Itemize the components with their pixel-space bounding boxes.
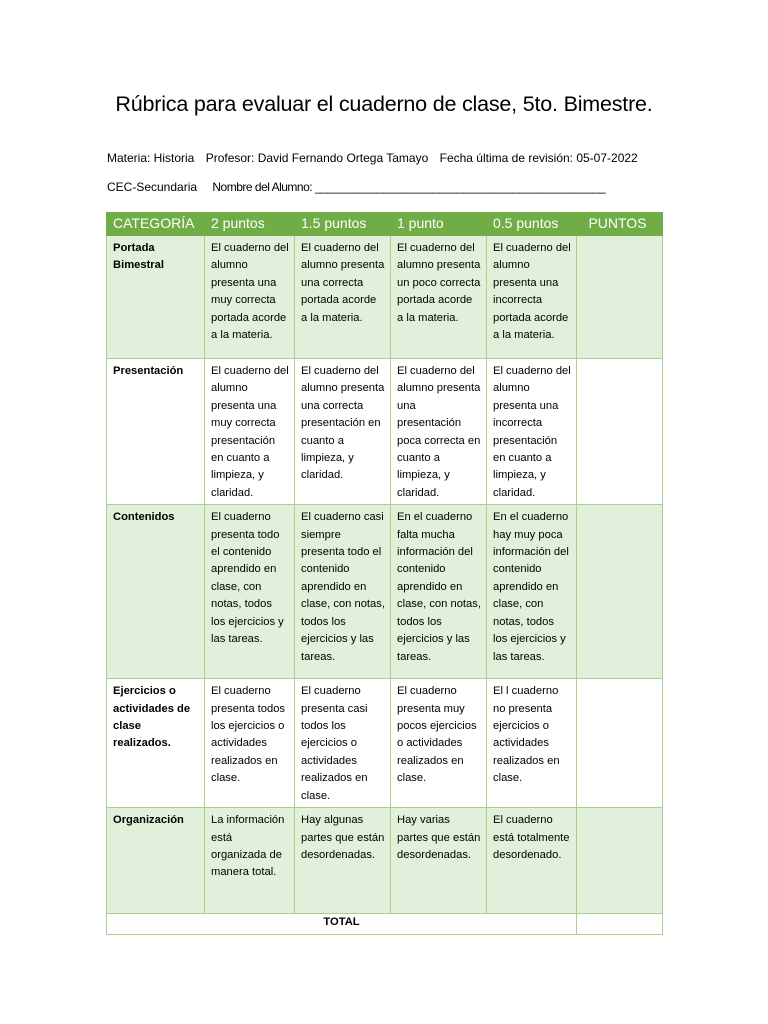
criteria-cell: El cuaderno del alumno presenta un poco correcta portada acorde a la materia. [391, 236, 487, 359]
criteria-cell: El cuaderno del alumno presenta una muy correcta presentación en cuanto a limpieza, y claridad. [205, 359, 295, 505]
total-points-cell[interactable] [577, 914, 663, 935]
criteria-cell: El cuaderno del alumno presenta una muy correcta portada acorde a la materia. [205, 236, 295, 359]
category-cell: Ejercicios o actividades de clase realizados. [107, 679, 205, 808]
criteria-cell: El cuaderno del alumno presenta una correcta portada acorde a la materia. [295, 236, 391, 359]
table-row [107, 505, 663, 679]
points-cell[interactable] [577, 808, 663, 914]
criteria-cell: Hay varias partes que están desordenadas. [391, 808, 487, 914]
criteria-cell: El cuaderno está totalmente desordenado. [487, 808, 577, 914]
total-row [107, 914, 663, 935]
document-title: Rúbrica para evaluar el cuaderno de clase, 5to. Bimestre. [115, 92, 653, 116]
points-cell[interactable] [577, 236, 663, 359]
header-points: PUNTOS [577, 213, 663, 236]
header-2-points: 2 puntos [205, 213, 295, 236]
table-row [107, 236, 663, 359]
header-0-5-points: 0.5 puntos [487, 213, 577, 236]
category-cell: Portada Bimestral [107, 236, 205, 359]
rubric-header-row [107, 213, 663, 236]
header-category: CATEGORÍA [107, 213, 205, 236]
points-cell[interactable] [577, 505, 663, 679]
criteria-cell: En el cuaderno hay muy poca información del contenido aprendido en clase, con notas, todos los ejercicios y las tareas. [487, 505, 577, 679]
info-line-1 [107, 151, 646, 165]
school-label: CEC-Secundaria [107, 180, 198, 194]
criteria-cell: El cuaderno casi siempre presenta todo el contenido aprendido en clase, con notas, todos los ejercicios y las tareas. [295, 505, 391, 679]
criteria-cell: El cuaderno del alumno presenta una incorrecta presentación en cuanto a limpieza, y claridad. [487, 359, 577, 505]
teacher-label: Profesor: David Fernando Ortega Tamayo [205, 151, 429, 165]
header-1-point: 1 punto [391, 213, 487, 236]
points-cell[interactable] [577, 679, 663, 808]
header-1-5-points: 1.5 puntos [295, 213, 391, 236]
criteria-cell: La información está organizada de manera total. [205, 808, 295, 914]
criteria-cell: El cuaderno del alumno presenta una incorrecta portada acorde a la materia. [487, 236, 577, 359]
subject-label: Materia: Historia [107, 151, 195, 165]
category-cell: Presentación [107, 359, 205, 505]
criteria-cell: Hay algunas partes que están desordenadas. [295, 808, 391, 914]
criteria-cell: El cuaderno del alumno presenta una presentación poca correcta en cuanto a limpieza, y claridad. [391, 359, 487, 505]
total-label: TOTAL [107, 914, 577, 935]
criteria-cell: En el cuaderno falta mucha información del contenido aprendido en clase, con notas, todos los ejercicios y las tareas. [391, 505, 487, 679]
criteria-cell: El cuaderno presenta muy pocos ejercicios o actividades realizados en clase. [391, 679, 487, 808]
criteria-cell: El cuaderno presenta casi todos los ejercicios o actividades realizados en clase. [295, 679, 391, 808]
criteria-cell: El cuaderno del alumno presenta una correcta presentación en cuanto a limpieza, y claridad. [295, 359, 391, 505]
student-name-field: Nombre del Alumno: _______________________________________________ [212, 180, 606, 194]
criteria-cell: El cuaderno presenta todo el contenido aprendido en clase, con notas, todos los ejercicios y las tareas. [205, 505, 295, 679]
table-row [107, 359, 663, 505]
category-cell: Contenidos [107, 505, 205, 679]
category-cell: Organización [107, 808, 205, 914]
table-row [107, 808, 663, 914]
criteria-cell: El cuaderno presenta todos los ejercicios o actividades realizados en clase. [205, 679, 295, 808]
rubric-table [106, 212, 663, 935]
criteria-cell: El l cuaderno no presenta ejercicios o actividades realizados en clase. [487, 679, 577, 808]
table-row [107, 679, 663, 808]
info-line-2 [107, 180, 613, 194]
points-cell[interactable] [577, 359, 663, 505]
revision-date-label: Fecha última de revisión: 05-07-2022 [439, 151, 638, 165]
